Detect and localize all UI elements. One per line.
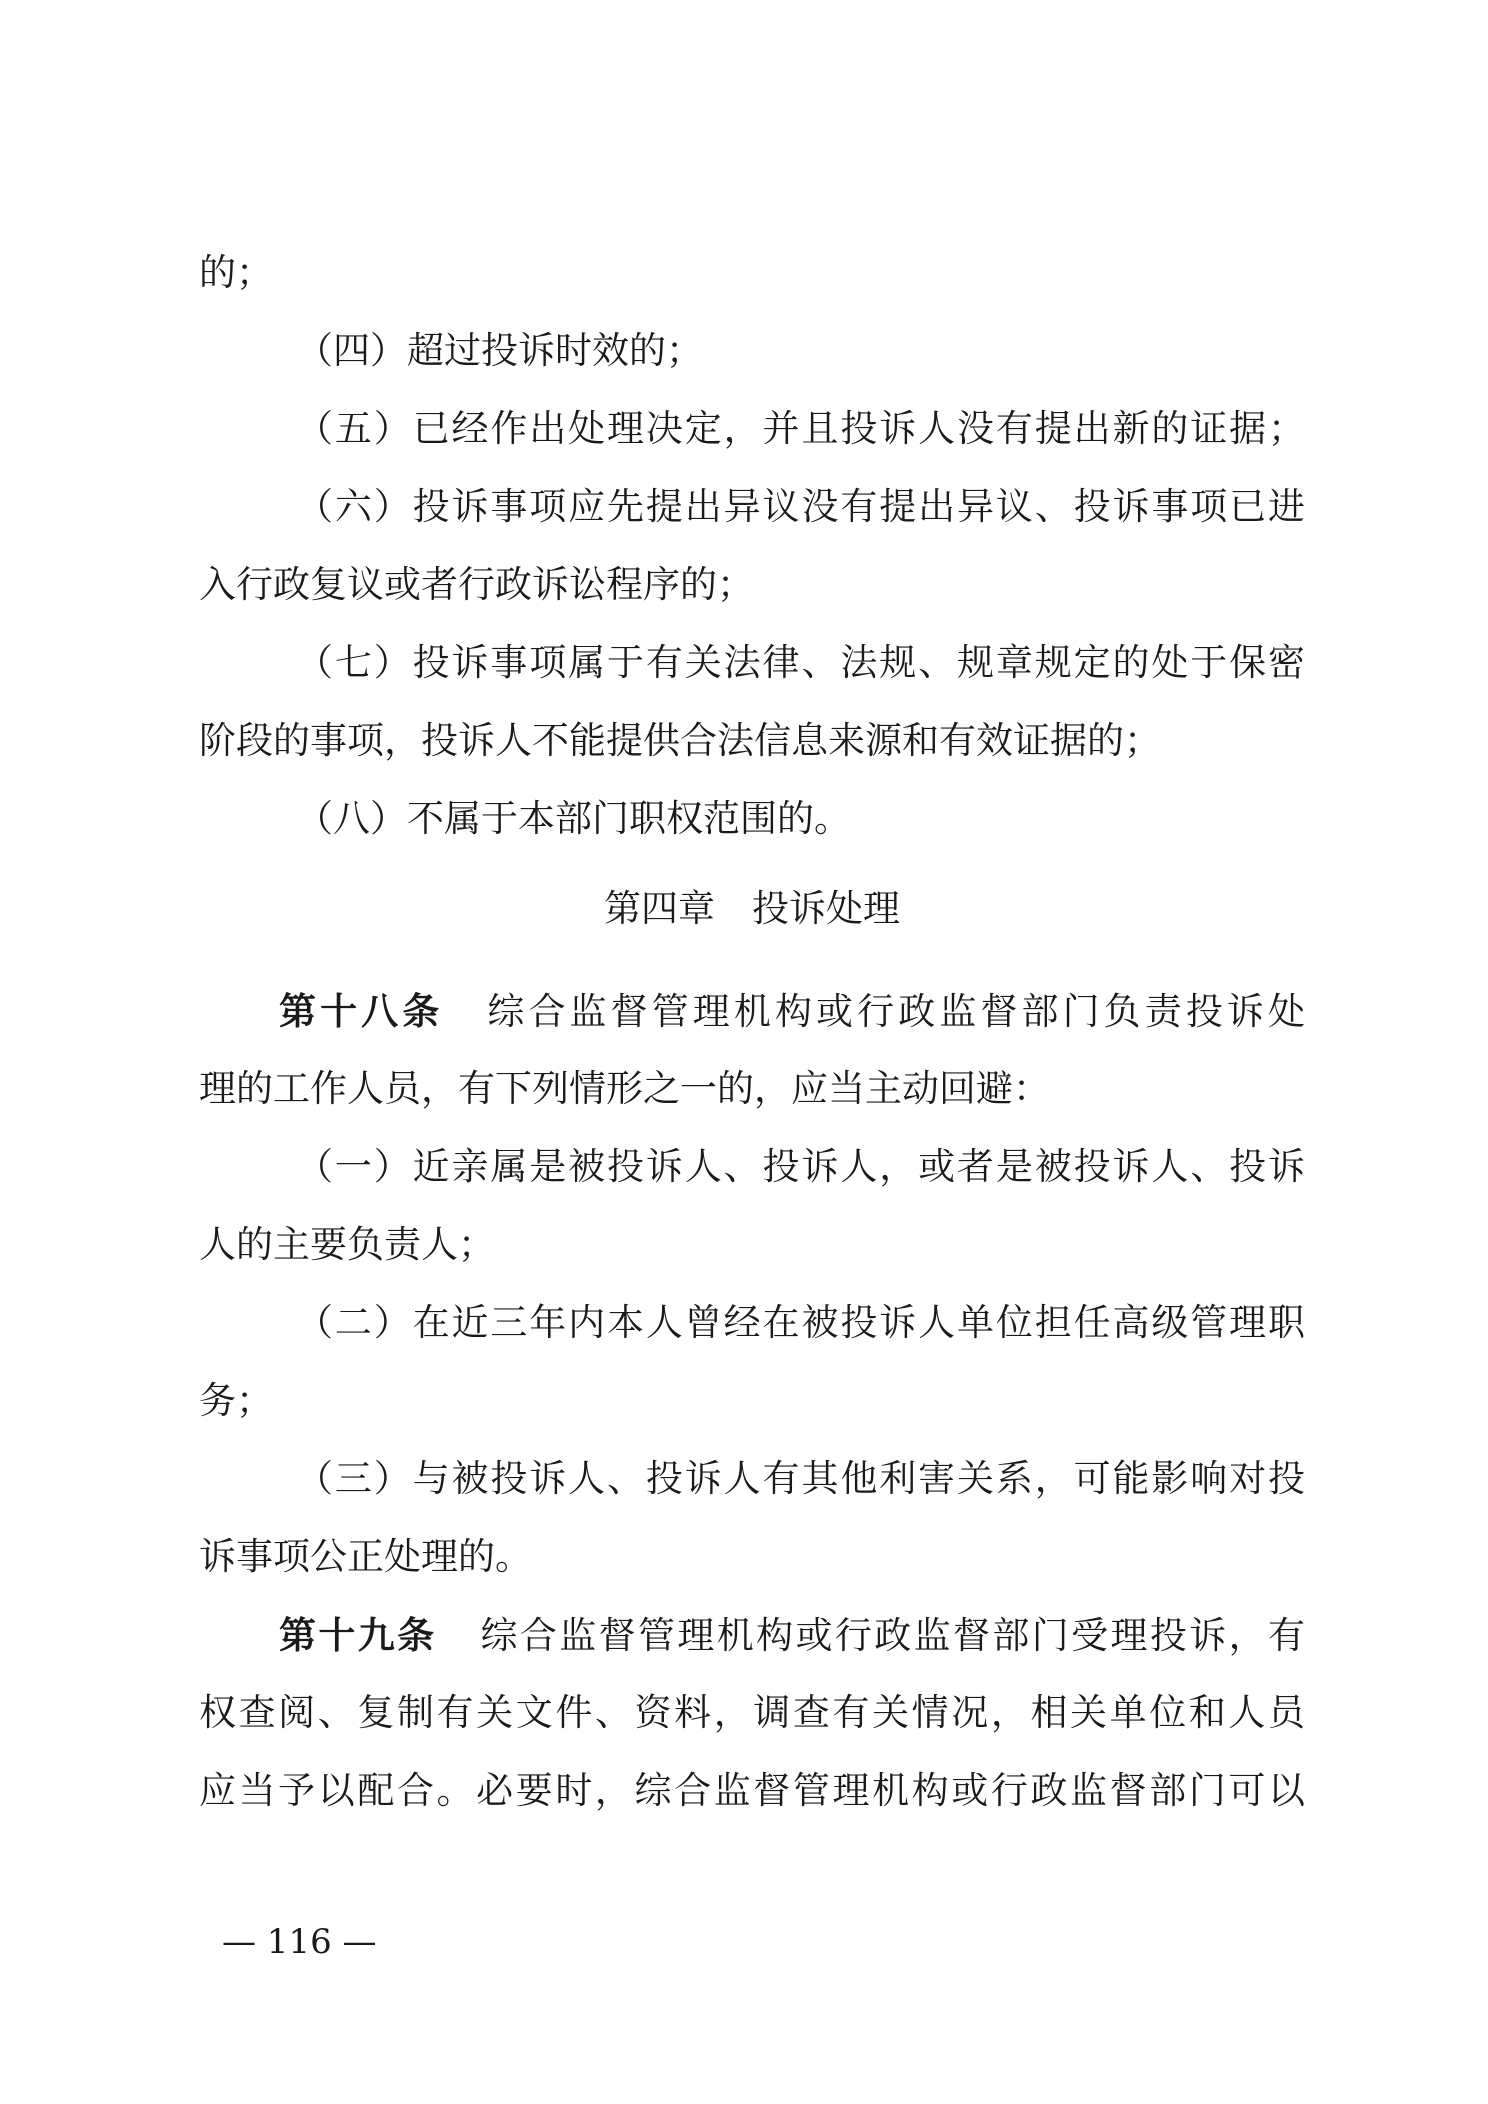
article-18-text: 综合监督管理机构或行政监督部门负责投诉处 [487, 990, 1306, 1033]
article-18-item-1-cont: 人的主要负责人； [199, 1223, 495, 1266]
list-item-7-cont: 阶段的事项，投诉人不能提供合法信息来源和有效证据的； [199, 719, 1161, 762]
article-19-first-line [199, 1596, 1305, 1674]
article-18-heading: 第十八条 [279, 989, 444, 1033]
article-18-item-2-cont: 务； [199, 1379, 273, 1422]
list-item-5: （五）已经作出处理决定，并且投诉人没有提出新的证据； [296, 407, 1305, 450]
article-19-line: 权查阅、复制有关文件、资料，调查有关情况，相关单位和人员 [199, 1691, 1305, 1734]
article-18-item-1: （一）近亲属是被投诉人、投诉人，或者是被投诉人、投诉 [296, 1145, 1305, 1188]
list-item-7: （七）投诉事项属于有关法律、法规、规章规定的处于保密 [296, 641, 1305, 684]
document-body [199, 234, 1305, 1830]
list-item-6-cont: 入行政复议或者行政诉讼程序的； [199, 563, 754, 606]
page-number: — 116 — [222, 1922, 377, 1962]
text-line: 的； [199, 251, 273, 294]
article-18-item-2: （二）在近三年内本人曾经在被投诉人单位担任高级管理职 [296, 1301, 1305, 1344]
article-19-heading: 第十九条 [279, 1613, 437, 1657]
list-item-6: （六）投诉事项应先提出异议没有提出异议、投诉事项已进 [296, 485, 1305, 528]
article-19-text: 综合监督管理机构或行政监督部门受理投诉，有 [480, 1614, 1305, 1657]
article-18-line: 理的工作人员，有下列情形之一的，应当主动回避： [199, 1067, 1050, 1110]
article-18-item-3-cont: 诉事项公正处理的。 [199, 1535, 532, 1578]
article-18-first-line [199, 972, 1305, 1050]
article-19-line: 应当予以配合。必要时，综合监督管理机构或行政监督部门可以 [199, 1769, 1305, 1812]
article-18-item-3: （三）与被投诉人、投诉人有其他利害关系，可能影响对投 [296, 1457, 1305, 1500]
list-item-8: （八）不属于本部门职权范围的。 [296, 797, 851, 840]
list-item-4: （四）超过投诉时效的； [296, 329, 703, 372]
chapter-heading: 第四章 投诉处理 [604, 887, 900, 930]
